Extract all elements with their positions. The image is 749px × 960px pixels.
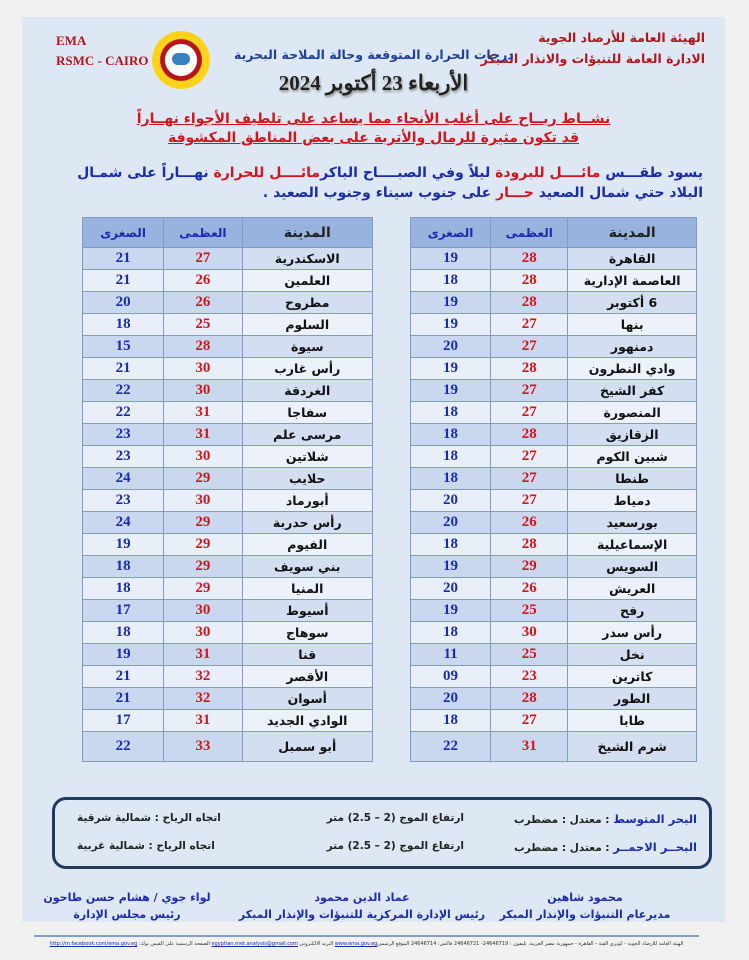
table-row <box>411 314 697 336</box>
table-row <box>83 644 373 666</box>
cell-max: 29 <box>491 556 568 578</box>
cell-city: 6 أكتوبر <box>568 292 697 314</box>
cell-min: 18 <box>411 446 491 468</box>
table-row <box>411 600 697 622</box>
organization-name <box>481 27 705 69</box>
cell-city: بورسعيد <box>568 512 697 534</box>
temperature-table-right <box>410 217 697 762</box>
temperature-table-left <box>82 217 373 762</box>
table-row <box>83 248 373 270</box>
cell-city: الزقازيق <box>568 424 697 446</box>
cell-city: دمنهور <box>568 336 697 358</box>
table-row <box>83 446 373 468</box>
cell-max: 28 <box>491 688 568 710</box>
table-row <box>83 380 373 402</box>
wave-height: ارتفاع الموج (2 – 2.5) متر <box>326 812 464 824</box>
sea-name: البحر المتوسط <box>613 812 697 826</box>
cell-min: 20 <box>411 512 491 534</box>
cell-city: شبين الكوم <box>568 446 697 468</box>
cell-min: 18 <box>411 468 491 490</box>
cell-max: 30 <box>491 622 568 644</box>
cell-city: وادي النطرون <box>568 358 697 380</box>
cell-max: 31 <box>164 710 242 732</box>
cell-min: 17 <box>83 710 164 732</box>
cell-min: 19 <box>411 248 491 270</box>
signature-name: عماد الدين محمود <box>314 891 410 904</box>
table-row <box>411 578 697 600</box>
cell-city: دمياط <box>568 490 697 512</box>
cell-max: 27 <box>491 380 568 402</box>
cell-min: 19 <box>83 534 164 556</box>
cell-min: 15 <box>83 336 164 358</box>
cell-city: مرسى علم <box>242 424 373 446</box>
cell-max: 25 <box>491 600 568 622</box>
cell-max: 28 <box>491 292 568 314</box>
cell-city: بنها <box>568 314 697 336</box>
cell-max: 32 <box>164 666 242 688</box>
signature-1 <box>485 889 685 923</box>
cell-min: 17 <box>83 600 164 622</box>
signature-name: محمود شاهين <box>547 891 623 904</box>
cell-min: 24 <box>83 512 164 534</box>
table-row <box>411 380 697 402</box>
description-segment: مائــــل للبرودة <box>490 165 601 181</box>
cell-min: 21 <box>83 248 164 270</box>
cell-min: 24 <box>83 468 164 490</box>
cell-min: 18 <box>411 622 491 644</box>
cell-city: طنطا <box>568 468 697 490</box>
table-row <box>411 248 697 270</box>
cell-max: 26 <box>491 512 568 534</box>
cell-city: أبورماد <box>242 490 373 512</box>
sea-row-mediterranean <box>55 812 709 832</box>
website-link[interactable]: www.ema.gov.eg <box>334 941 378 947</box>
cell-city: مطروح <box>242 292 373 314</box>
cell-min: 19 <box>411 556 491 578</box>
table-row <box>411 358 697 380</box>
cell-max: 29 <box>164 468 242 490</box>
org-line1: الهيئة العامة للأرصاد الجوية <box>538 30 705 45</box>
cell-min: 18 <box>411 424 491 446</box>
sea-state: : معتدل : مضطرب <box>514 814 614 826</box>
cell-city: القاهرة <box>568 248 697 270</box>
description-segment: نهـــاراً على شمـال البلاد حتي شمال الصعيد <box>77 165 703 201</box>
table-row <box>83 622 373 644</box>
cell-min: 21 <box>83 688 164 710</box>
table-row <box>83 314 373 336</box>
table-row <box>411 732 697 762</box>
header-min: الصغرى <box>411 218 491 248</box>
cell-min: 23 <box>83 446 164 468</box>
signature-title: رئيس الإدارة المركزية للتنبؤات والإنذار المبكر <box>238 908 486 921</box>
cell-min: 22 <box>83 380 164 402</box>
cell-max: 31 <box>164 424 242 446</box>
cell-max: 25 <box>164 314 242 336</box>
signature-title: رئيس مجلس الإدارة <box>73 908 181 921</box>
cell-city: الوادي الجديد <box>242 710 373 732</box>
cell-min: 19 <box>83 644 164 666</box>
cell-max: 30 <box>164 622 242 644</box>
alert-line-1: نشــاط ريــاح على أغلب الأنحاء مما يساعد على تلطيف الأجواء نهــاراً <box>136 111 611 127</box>
footer-contact <box>34 941 699 947</box>
table-row <box>83 336 373 358</box>
cell-min: 09 <box>411 666 491 688</box>
description-segment: على جنوب سيناء وجنوب الصعيد . <box>262 185 492 201</box>
sea-name: البحــر الاحمــر <box>613 840 697 854</box>
cell-city: الطور <box>568 688 697 710</box>
table-row <box>83 556 373 578</box>
cell-max: 27 <box>491 336 568 358</box>
cell-city: سفاجا <box>242 402 373 424</box>
signature-name: لواء جوي / هشام حسن طاحون <box>43 891 211 904</box>
cell-city: شرم الشيخ <box>568 732 697 762</box>
cell-max: 29 <box>164 578 242 600</box>
alert-line-2: قد تكون مثيرة للرمال والأتربة على بعض المناطق المكشوفة <box>167 130 580 146</box>
cell-city: أسوان <box>242 688 373 710</box>
cell-min: 11 <box>411 644 491 666</box>
header-max: العظمى <box>491 218 568 248</box>
wave-height: ارتفاع الموج (2 – 2.5) متر <box>326 840 464 852</box>
cell-max: 33 <box>164 732 242 762</box>
cell-max: 27 <box>164 248 242 270</box>
cell-min: 18 <box>83 622 164 644</box>
description-segment: حـــار <box>491 185 534 201</box>
rsmc-text: RSMC - CAIRO <box>56 53 149 68</box>
cell-city: نخل <box>568 644 697 666</box>
cell-max: 26 <box>491 578 568 600</box>
bulletin-subtitle: درجات الحرارة المتوقعة وحالة الملاحة البحرية <box>234 47 514 62</box>
cell-min: 23 <box>83 424 164 446</box>
cell-city: رأس غارب <box>242 358 373 380</box>
table-row <box>411 556 697 578</box>
cell-city: أسيوط <box>242 600 373 622</box>
footer-address: الهيئة العامة للأرصاد الجوية - كوبري القبة - القاهرة - جمهورية مصر العربية. تليفون : 24646719- 24646721 فاكس: 24646714 الموقع الرسمي <box>377 941 684 947</box>
cell-min: 19 <box>411 380 491 402</box>
sea-row-red-sea <box>55 840 709 860</box>
cell-city: الاسكندرية <box>242 248 373 270</box>
signature-2 <box>232 889 492 923</box>
cell-max: 31 <box>491 732 568 762</box>
cell-city: كفر الشيخ <box>568 380 697 402</box>
signature-3 <box>42 889 212 923</box>
facebook-label: الصفحة الرسمية على الفيس بوك: <box>137 941 212 947</box>
table-row <box>411 534 697 556</box>
table-row <box>411 270 697 292</box>
cell-max: 25 <box>491 644 568 666</box>
ema-label <box>56 31 148 71</box>
cell-max: 30 <box>164 490 242 512</box>
cell-min: 18 <box>411 534 491 556</box>
cell-city: سوهاج <box>242 622 373 644</box>
cell-city: بني سويف <box>242 556 373 578</box>
cell-min: 18 <box>411 270 491 292</box>
table-row <box>411 292 697 314</box>
email-link[interactable]: egyptian.met.analysis@gmail.com <box>211 941 298 947</box>
table-row <box>83 688 373 710</box>
cell-max: 30 <box>164 600 242 622</box>
cell-min: 19 <box>411 600 491 622</box>
cell-city: شلاتين <box>242 446 373 468</box>
header-city: المدينة <box>568 218 697 248</box>
table-row <box>83 534 373 556</box>
cell-max: 28 <box>491 270 568 292</box>
cell-max: 23 <box>491 666 568 688</box>
email-label: البريد الالكتروني <box>297 941 335 947</box>
cell-min: 18 <box>411 710 491 732</box>
cell-max: 28 <box>164 336 242 358</box>
cell-city: كاترين <box>568 666 697 688</box>
table-row <box>411 468 697 490</box>
cell-max: 29 <box>164 534 242 556</box>
cell-city: قنا <box>242 644 373 666</box>
cell-max: 30 <box>164 380 242 402</box>
cell-max: 27 <box>491 402 568 424</box>
cell-city: الإسماعيلية <box>568 534 697 556</box>
table-row <box>411 424 697 446</box>
cell-city: حلايب <box>242 468 373 490</box>
cell-min: 21 <box>83 358 164 380</box>
table-row <box>411 622 697 644</box>
cell-max: 27 <box>491 314 568 336</box>
table-row <box>83 490 373 512</box>
description-segment: مائــــل للحرارة <box>208 165 321 181</box>
bulletin-date: الأربعاء 23 أكتوبر 2024 <box>278 71 469 95</box>
cell-city: العريش <box>568 578 697 600</box>
header-max: العظمى <box>164 218 242 248</box>
table-row <box>411 446 697 468</box>
cell-max: 28 <box>491 248 568 270</box>
org-line2: الادارة العامة للتنبؤات والانذار المبكر <box>480 51 705 66</box>
cell-min: 22 <box>411 732 491 762</box>
table-row <box>83 512 373 534</box>
cell-max: 30 <box>164 446 242 468</box>
table-row <box>411 688 697 710</box>
table-row <box>83 666 373 688</box>
cell-max: 29 <box>164 512 242 534</box>
cell-min: 21 <box>83 666 164 688</box>
table-row <box>83 270 373 292</box>
cell-city: طابا <box>568 710 697 732</box>
cell-min: 18 <box>411 402 491 424</box>
cell-city: الفيوم <box>242 534 373 556</box>
table-row <box>83 292 373 314</box>
cell-max: 28 <box>491 424 568 446</box>
cell-max: 26 <box>164 292 242 314</box>
wind-direction: اتجاه الرياح : شمالية شرقية <box>77 812 221 824</box>
cell-max: 31 <box>164 644 242 666</box>
cell-max: 28 <box>491 534 568 556</box>
table-row <box>83 402 373 424</box>
table-row <box>411 490 697 512</box>
facebook-link[interactable]: http://m.facebook.com/ema.gov.eg <box>49 941 138 947</box>
cell-city: الأقصر <box>242 666 373 688</box>
cell-min: 18 <box>83 578 164 600</box>
description-segment: ليلاً وفي الصبــــاح الباكر <box>320 165 491 181</box>
table-row <box>411 402 697 424</box>
cell-city: العاصمة الإدارية <box>568 270 697 292</box>
bulletin-page <box>22 17 725 947</box>
cell-min: 20 <box>411 490 491 512</box>
wind-direction: اتجاه الرياح : شمالية غربية <box>77 840 215 852</box>
table-header <box>411 218 697 248</box>
cell-city: السلوم <box>242 314 373 336</box>
sea-state: : معتدل : مضطرب <box>514 842 614 854</box>
table-row <box>83 600 373 622</box>
cell-min: 22 <box>83 402 164 424</box>
footer-divider <box>34 935 699 937</box>
weather-description <box>53 163 703 203</box>
cell-min: 19 <box>411 358 491 380</box>
cell-min: 22 <box>83 732 164 762</box>
cell-min: 20 <box>411 688 491 710</box>
cell-min: 23 <box>83 490 164 512</box>
cell-max: 27 <box>491 446 568 468</box>
cell-min: 19 <box>411 292 491 314</box>
table-row <box>83 732 373 762</box>
cell-max: 30 <box>164 358 242 380</box>
description-segment: يسود طقـــس <box>600 165 703 181</box>
cell-max: 29 <box>164 556 242 578</box>
cell-min: 18 <box>83 314 164 336</box>
cell-city: العلمين <box>242 270 373 292</box>
cell-max: 27 <box>491 468 568 490</box>
table-row <box>83 710 373 732</box>
cell-city: سيوة <box>242 336 373 358</box>
header-min: الصغرى <box>83 218 164 248</box>
table-header <box>83 218 373 248</box>
cell-min: 19 <box>411 314 491 336</box>
cell-city: السويس <box>568 556 697 578</box>
table-row <box>83 358 373 380</box>
cell-city: رفح <box>568 600 697 622</box>
sea-status-box <box>52 797 712 869</box>
cell-min: 20 <box>411 578 491 600</box>
cell-min: 20 <box>411 336 491 358</box>
table-row <box>83 468 373 490</box>
table-row <box>411 710 697 732</box>
cell-max: 27 <box>491 490 568 512</box>
cell-max: 27 <box>491 710 568 732</box>
cell-city: المنصورة <box>568 402 697 424</box>
table-row <box>411 644 697 666</box>
cell-min: 20 <box>83 292 164 314</box>
cell-max: 28 <box>491 358 568 380</box>
cell-city: أبو سمبل <box>242 732 373 762</box>
table-row <box>411 512 697 534</box>
cell-city: رأس سدر <box>568 622 697 644</box>
table-row <box>83 424 373 446</box>
table-row <box>411 336 697 358</box>
signature-title: مديرعام التنبؤات والإنذار المبكر <box>499 908 671 921</box>
cell-min: 18 <box>83 556 164 578</box>
cell-max: 31 <box>164 402 242 424</box>
header-city: المدينة <box>242 218 373 248</box>
table-row <box>411 666 697 688</box>
cell-city: رأس حدربة <box>242 512 373 534</box>
table-row <box>83 578 373 600</box>
ema-text: EMA <box>56 33 87 48</box>
cell-max: 32 <box>164 688 242 710</box>
cell-min: 21 <box>83 270 164 292</box>
cell-max: 26 <box>164 270 242 292</box>
cell-city: الغردقة <box>242 380 373 402</box>
cell-city: المنيا <box>242 578 373 600</box>
